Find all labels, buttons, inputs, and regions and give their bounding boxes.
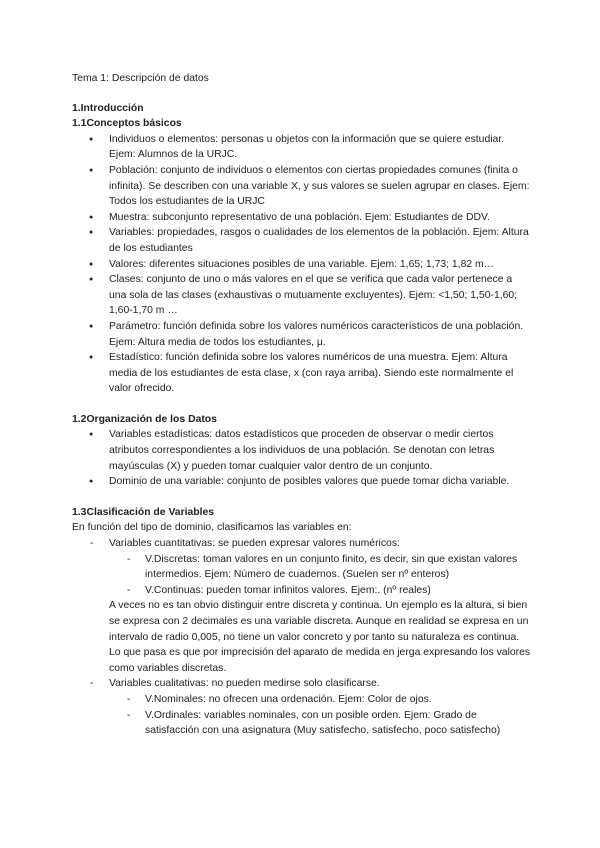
sub-item — [72, 583, 532, 599]
list-item-cuantitativas — [72, 536, 532, 676]
dash-list — [72, 536, 532, 739]
list-item-label: Variables cualitativas: no pueden medirse solo clasificarse. — [109, 678, 380, 690]
section-heading: 1.1Conceptos básicos — [72, 118, 182, 130]
list-item-cualitativas — [72, 676, 532, 738]
dash-marker: - — [90, 538, 94, 550]
section-conceptos-basicos — [72, 116, 532, 397]
list-item: ● Muestra: subconjunto representativo de una población. Ejem: Estudiantes de DDV. — [72, 210, 532, 226]
sub-list — [109, 692, 532, 739]
section-heading: 1.2Organización de los Datos — [72, 413, 217, 425]
list-item: ● Dominio de una variable: conjunto de posibles valores que puede tomar dicha variable. — [72, 474, 532, 490]
list-item: ● Estadístico: función definida sobre los valores numéricos de una muestra. Ejem: Altura media de los estudiantes de esta clase, x (con raya arriba). Siendo este normalmente el valor ofrecido. — [72, 350, 532, 397]
dash-marker: - — [127, 553, 131, 565]
note-paragraph: A veces no es tan obvio distinguir entre discreta y continua. Un ejemplo es la altura, si bien se expresa con 2 decimales es una variable discreta. Aunque en realidad se expresa en un intervalo de radio 0,005, no tiene un valor concreto y por tanto su naturaleza es continua. Lo que pasa es que por imprecisión del aparato de medida en jerga expresando los valores como variables discretas. — [109, 600, 531, 674]
list-item: ● Clases: conjunto de uno o más valores en el que se verifica que cada valor pertenece a una sola de las clases (exhaustivas o mutuamente excluyentes). Ejem: <1,50; 1,50-1,60; 1,60-1,70 m … — [72, 272, 532, 319]
sub-list — [109, 552, 532, 599]
list-item: ● Variables: propiedades, rasgos o cualidades de los elementos de la población. Ejem: Altura de los estudiantes — [72, 225, 532, 256]
list-item-label: Variables cuantitativas: se pueden expresar valores numéricos: — [109, 538, 400, 550]
document-page — [72, 71, 532, 754]
dash-marker: - — [127, 693, 131, 705]
sub-item — [72, 708, 532, 739]
dash-marker: - — [127, 584, 131, 596]
sub-item-text: V.Continuas: pueden tomar infinitos valores. Ejem:. (nº reales) — [145, 584, 431, 596]
section-heading: 1.3Clasificación de Variables — [72, 506, 215, 518]
bullet-list — [72, 132, 532, 397]
sub-item — [72, 692, 532, 708]
section-organizacion-datos — [72, 412, 532, 490]
list-item: ● Población: conjunto de individuos o elementos con ciertas propiedades comunes (finita o infinita). Se describen con una variable X, y sus valores se suelen agrupar en clases. Ejem: Todos los estudiantes de la URJC — [72, 163, 532, 210]
section-intro: En función del tipo de dominio, clasificamos las variables en: — [72, 522, 352, 534]
dash-marker: - — [127, 709, 131, 721]
section-clasificacion-variables — [72, 505, 532, 739]
sub-item-text: V.Ordinales: variables nominales, con un posible orden. Ejem: Grado de satisfacción con una asignatura (Muy satisfecho, satisfecho, poco satisfecho) — [145, 709, 501, 737]
list-item: ● Individuos o elementos: personas u objetos con la información que se quiere estudiar. Ejem: Alumnos de la URJC. — [72, 132, 532, 163]
intro-heading: 1.Introducción — [72, 102, 144, 114]
sub-item — [72, 552, 532, 583]
list-item: ● Variables estadísticas: datos estadísticos que proceden de observar o medir ciertos atributos correspondientes a los individuos de una población. Se denotan con letras mayúsculas (X) y pueden tomar cualquier valor dentro de un conjunto. — [72, 427, 532, 474]
dash-marker: - — [90, 678, 94, 690]
document-title: Tema 1: Descripción de datos — [72, 73, 209, 84]
bullet-list — [72, 427, 532, 489]
sub-item-text: V.Discretas: toman valores en un conjunto finito, es decir, sin que existan valores intermedios. Ejem: Número de cuadernos. (Suelen ser nº enteros) — [145, 553, 518, 581]
sub-item-text: V.Nominales: no ofrecen una ordenación. Ejem: Color de ojos. — [145, 693, 432, 705]
list-item: ● Valores: diferentes situaciones posibles de una variable. Ejem: 1,65; 1,73; 1,82 m… — [72, 257, 532, 273]
list-item: ● Parámetro: función definida sobre los valores numéricos característicos de una población. Ejem: Altura media de todos los estudiantes, μ. — [72, 319, 532, 350]
